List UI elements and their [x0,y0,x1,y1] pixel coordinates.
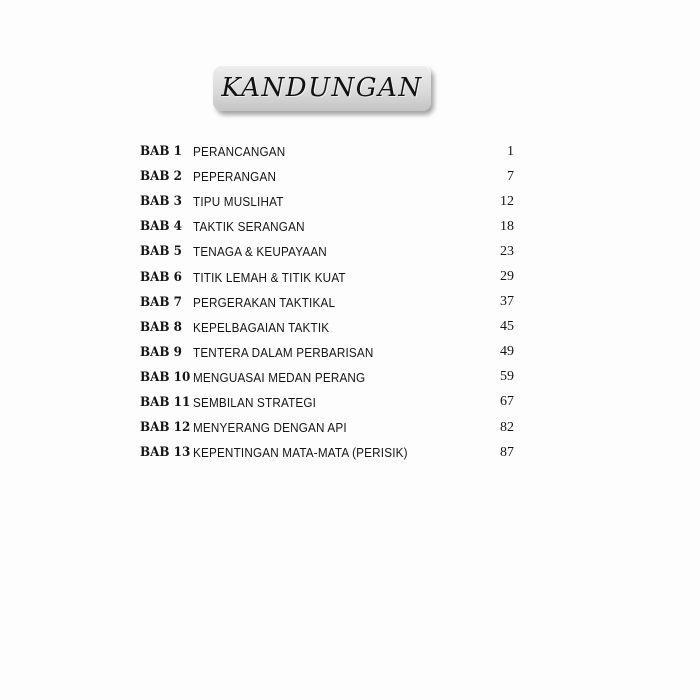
chapter-title: TAKTIK SERANGAN [193,219,305,235]
chapter-number: BAB 8 [140,319,182,335]
toc-row [140,189,514,214]
chapter-number: BAB 2 [140,169,182,185]
chapter-number: BAB 10 [140,369,191,385]
chapter-number: BAB 9 [140,344,182,360]
chapter-number: BAB 4 [140,219,182,235]
page-number: 23 [500,243,514,259]
chapter-number: BAB 5 [140,244,182,260]
title-plate [213,65,431,111]
chapter-title: KEPENTINGAN MATA-MATA (PERISIK) [193,445,408,461]
chapter-title: MENYERANG DENGAN API [193,420,347,436]
toc-row [140,365,514,390]
chapter-title: PERANCANGAN [193,144,286,160]
chapter-number: BAB 12 [140,420,191,436]
toc-row [140,415,514,440]
toc-row [140,290,514,315]
page-number: 37 [500,294,514,310]
toc-row [140,164,514,189]
chapter-number: BAB 3 [140,194,182,210]
chapter-number: BAB 11 [140,394,191,410]
chapter-title: TITIK LEMAH & TITIK KUAT [193,269,346,285]
page-number: 12 [500,193,514,209]
chapter-title: TENAGA & KEUPAYAAN [193,244,327,260]
page-number: 45 [500,319,514,335]
toc-row [140,440,514,465]
chapter-number: BAB 7 [140,294,182,310]
chapter-number: BAB 13 [140,445,191,461]
chapter-title: TIPU MUSLIHAT [193,194,284,210]
chapter-title: PERGERAKAN TAKTIKAL [193,294,336,310]
chapter-title: SEMBILAN STRATEGI [193,394,317,410]
chapter-title: PEPERANGAN [193,169,277,185]
page-number: 49 [500,344,514,360]
chapter-title: TENTERA DALAM PERBARISAN [193,344,374,360]
page-number: 1 [507,143,514,159]
page-number: 67 [500,394,514,410]
toc-row [140,264,514,289]
toc-row [140,239,514,264]
chapter-title: KEPELBAGAIAN TAKTIK [193,319,330,335]
page-number: 82 [500,419,514,435]
toc-row [140,139,514,164]
toc-row [140,390,514,415]
toc-row [140,340,514,365]
table-of-contents [140,139,514,465]
page-number: 87 [500,444,514,460]
chapter-number: BAB 1 [140,144,182,160]
page-number: 29 [500,269,514,285]
toc-row [140,214,514,239]
page-number: 18 [500,218,514,234]
toc-row [140,315,514,340]
chapter-number: BAB 6 [140,269,182,285]
page-number: 59 [500,369,514,385]
page-number: 7 [507,168,514,184]
page-title: KANDUNGAN [221,73,423,103]
chapter-title: MENGUASAI MEDAN PERANG [193,369,366,385]
